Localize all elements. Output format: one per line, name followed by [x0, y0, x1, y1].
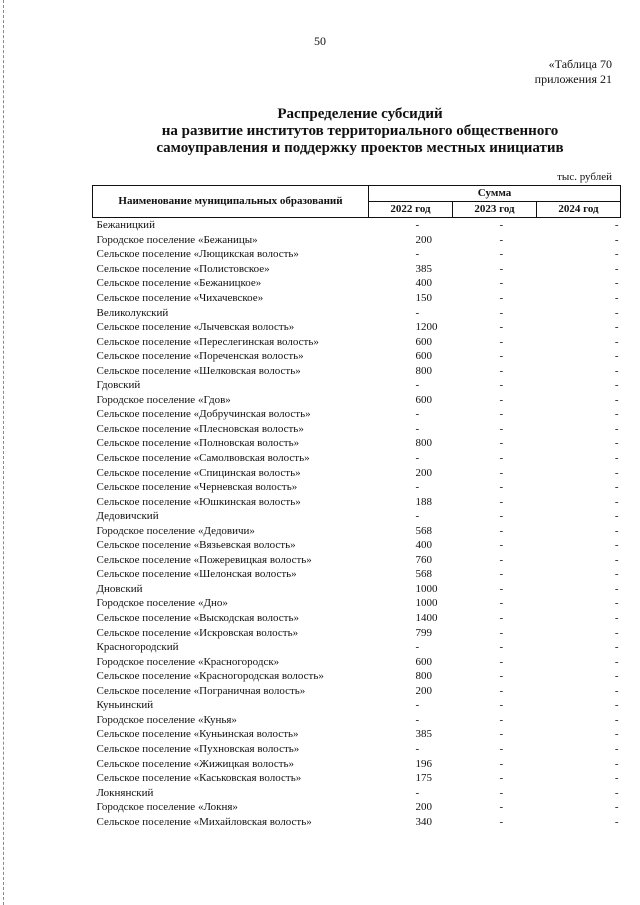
value-2022-cell: - — [415, 699, 420, 712]
value-2022-cell: 150 — [415, 292, 432, 304]
municipality-name-cell: Сельское поселение «Переслегинская волость» — [96, 335, 319, 348]
value-2022-cell: 568 — [415, 568, 432, 581]
value-2024-cell: - — [614, 306, 619, 319]
municipality-name-cell: Сельское поселение «Куньинская волость» — [96, 728, 299, 741]
header-year-2023: 2023 год — [453, 202, 537, 218]
value-2022-cell: - — [415, 742, 420, 755]
value-2022-cell: - — [415, 510, 420, 523]
value-2023-cell: - — [499, 437, 504, 450]
value-2022-cell: 200 — [415, 233, 432, 246]
value-2023-cell: - — [499, 321, 504, 334]
table-row — [93, 233, 621, 248]
value-2022-cell: 400 — [415, 539, 432, 552]
table-row — [93, 785, 621, 800]
value-2022-cell: 800 — [415, 670, 432, 683]
value-2023-cell: - — [499, 248, 504, 261]
value-2022-cell: - — [415, 481, 420, 494]
table-row — [93, 363, 621, 378]
municipality-name-cell: Сельское поселение «Пожеревицкая волость» — [96, 553, 312, 566]
municipality-name-cell: Сельское поселение «Жижицкая волость» — [96, 757, 295, 770]
title-line1: Распределение субсидий — [277, 106, 443, 122]
municipality-name-cell: Гдовский — [96, 379, 141, 392]
value-2024-cell: - — [614, 262, 619, 275]
municipality-name-cell: Сельское поселение «Шелковская волость» — [96, 364, 301, 377]
value-2022-cell: 568 — [415, 524, 432, 537]
value-2024-cell: - — [614, 481, 619, 494]
value-2022-cell: 200 — [415, 466, 432, 479]
document-title — [60, 106, 640, 157]
municipality-name-cell: Сельское поселение «Красногородская волость» — [96, 670, 324, 683]
value-2022-cell: 1400 — [415, 612, 438, 625]
value-2023-cell: - — [499, 553, 504, 566]
municipality-name-cell: Городское поселение «Кунья» — [96, 713, 237, 726]
value-2024-cell: - — [614, 364, 619, 377]
table-row — [93, 509, 621, 524]
table-row — [93, 756, 621, 771]
value-2024-cell: - — [614, 408, 619, 421]
table-row — [93, 523, 621, 538]
header-sum: Сумма — [369, 186, 621, 202]
value-2023-cell: - — [499, 772, 504, 785]
municipality-name-cell: Сельское поселение «Бежаницкое» — [96, 277, 262, 290]
value-2024-cell: - — [614, 422, 619, 435]
value-2023-cell: - — [499, 350, 504, 363]
value-2023-cell: - — [499, 466, 504, 479]
value-2024-cell: - — [614, 772, 619, 785]
value-2023-cell: - — [499, 524, 504, 537]
header-year-2022: 2022 год — [369, 202, 453, 218]
value-2023-cell: - — [499, 757, 504, 770]
value-2022-cell: 200 — [415, 684, 432, 697]
subsidy-table — [92, 185, 621, 829]
municipality-name-cell: Сельское поселение «Шелонская волость» — [96, 568, 297, 581]
value-2022-cell: - — [415, 408, 420, 421]
value-2023-cell: - — [499, 292, 504, 304]
value-2023-cell: - — [499, 670, 504, 683]
value-2023-cell: - — [499, 655, 504, 668]
municipality-name-cell: Городское поселение «Дедовичи» — [96, 524, 255, 537]
table-row — [93, 611, 621, 626]
value-2023-cell: - — [499, 612, 504, 625]
value-2022-cell: 800 — [415, 437, 432, 450]
value-2024-cell: - — [614, 292, 619, 304]
municipality-name-cell: Великолукский — [96, 306, 169, 319]
table-row — [93, 480, 621, 495]
municipality-name-cell: Бежаницкий — [96, 219, 155, 232]
value-2023-cell: - — [499, 582, 504, 595]
municipality-name-cell: Сельское поселение «Самолвовская волость» — [96, 452, 310, 465]
municipality-name-cell: Сельское поселение «Пухновская волость» — [96, 742, 300, 755]
value-2022-cell: 188 — [415, 495, 432, 508]
value-2022-cell: 400 — [415, 277, 432, 290]
value-2024-cell: - — [614, 568, 619, 581]
municipality-name-cell: Городское поселение «Красногородск» — [96, 655, 280, 668]
value-2024-cell: - — [614, 393, 619, 406]
municipality-name-cell: Городское поселение «Гдов» — [96, 393, 231, 406]
table-row — [93, 407, 621, 422]
table-row — [93, 334, 621, 349]
value-2024-cell: - — [614, 655, 619, 668]
value-2024-cell: - — [614, 452, 619, 465]
title-line2: на развитие институтов территориального общественного — [161, 123, 559, 139]
municipality-name-cell: Локнянский — [96, 786, 154, 799]
value-2022-cell: - — [415, 641, 420, 654]
table-row — [93, 320, 621, 335]
table-row — [93, 451, 621, 466]
value-2023-cell: - — [499, 219, 504, 232]
value-2024-cell: - — [614, 786, 619, 799]
header-name: Наименование муниципальных образований — [93, 186, 369, 218]
value-2024-cell: - — [614, 277, 619, 290]
value-2022-cell: 600 — [415, 393, 432, 406]
municipality-name-cell: Сельское поселение «Полновская волость» — [96, 437, 300, 450]
value-2022-cell: - — [415, 786, 420, 799]
value-2024-cell: - — [614, 524, 619, 537]
value-2023-cell: - — [499, 510, 504, 523]
value-2023-cell: - — [499, 262, 504, 275]
municipality-name-cell: Сельское поселение «Пореченская волость» — [96, 350, 304, 363]
value-2023-cell: - — [499, 408, 504, 421]
table-row — [93, 349, 621, 364]
municipality-name-cell: Дновский — [96, 582, 143, 595]
municipality-name-cell: Сельское поселение «Добручинская волость» — [96, 408, 311, 421]
value-2024-cell: - — [614, 539, 619, 552]
value-2023-cell: - — [499, 422, 504, 435]
value-2024-cell: - — [614, 612, 619, 625]
value-2022-cell: 600 — [415, 350, 432, 363]
value-2024-cell: - — [614, 553, 619, 566]
table-row — [93, 538, 621, 553]
municipality-name-cell: Городское поселение «Бежаницы» — [96, 233, 258, 246]
value-2022-cell: 800 — [415, 364, 432, 377]
table-row — [93, 465, 621, 480]
value-2022-cell: 196 — [415, 757, 432, 770]
municipality-name-cell: Городское поселение «Локня» — [96, 801, 238, 814]
table-row — [93, 553, 621, 568]
municipality-name-cell: Сельское поселение «Выскодская волость» — [96, 612, 300, 625]
table-row — [93, 378, 621, 393]
municipality-name-cell: Куньинский — [96, 699, 154, 712]
table-row — [93, 742, 621, 757]
value-2023-cell: - — [499, 641, 504, 654]
municipality-name-cell: Сельское поселение «Черневская волость» — [96, 481, 298, 494]
value-2023-cell: - — [499, 379, 504, 392]
table-row — [93, 582, 621, 597]
value-2024-cell: - — [614, 742, 619, 755]
value-2024-cell: - — [614, 699, 619, 712]
value-2024-cell: - — [614, 684, 619, 697]
value-2023-cell: - — [499, 684, 504, 697]
value-2024-cell: - — [614, 728, 619, 741]
value-2022-cell: 760 — [415, 553, 432, 566]
value-2023-cell: - — [499, 452, 504, 465]
value-2024-cell: - — [614, 641, 619, 654]
value-2024-cell: - — [614, 321, 619, 334]
value-2022-cell: 1200 — [415, 321, 438, 334]
table-row — [93, 800, 621, 815]
table-row — [93, 596, 621, 611]
table-row — [93, 727, 621, 742]
municipality-name-cell: Городское поселение «Дно» — [96, 597, 228, 610]
value-2022-cell: 175 — [415, 772, 432, 785]
header-year-2024: 2024 год — [537, 202, 621, 218]
municipality-name-cell: Сельское поселение «Спицинская волость» — [96, 466, 301, 479]
value-2022-cell: 600 — [415, 335, 432, 348]
value-2024-cell: - — [614, 815, 619, 828]
table-row — [93, 713, 621, 728]
value-2023-cell: - — [499, 481, 504, 494]
municipality-name-cell: Сельское поселение «Плесновская волость» — [96, 422, 304, 435]
value-2024-cell: - — [614, 466, 619, 479]
units-label: тыс. рублей — [557, 171, 612, 183]
scan-edge-line — [3, 0, 5, 905]
table-row — [93, 814, 621, 829]
value-2023-cell: - — [499, 699, 504, 712]
table-row — [93, 625, 621, 640]
value-2024-cell: - — [614, 626, 619, 639]
value-2024-cell: - — [614, 597, 619, 610]
value-2023-cell: - — [499, 233, 504, 246]
municipality-name-cell: Сельское поселение «Искровская волость» — [96, 626, 299, 639]
municipality-name-cell: Сельское поселение «Вязьевская волость» — [96, 539, 296, 552]
value-2024-cell: - — [614, 713, 619, 726]
value-2024-cell: - — [614, 495, 619, 508]
table-row — [93, 247, 621, 262]
value-2022-cell: - — [415, 452, 420, 465]
value-2022-cell: 385 — [415, 728, 432, 741]
value-2022-cell: - — [415, 306, 420, 319]
value-2024-cell: - — [614, 670, 619, 683]
table-row — [93, 218, 621, 233]
municipality-name-cell: Красногородский — [96, 641, 179, 654]
value-2023-cell: - — [499, 742, 504, 755]
table-row — [93, 276, 621, 291]
value-2022-cell: - — [415, 248, 420, 261]
value-2022-cell: - — [415, 422, 420, 435]
value-2023-cell: - — [499, 495, 504, 508]
value-2023-cell: - — [499, 815, 504, 828]
title-line3: самоуправления и поддержку проектов местных инициатив — [156, 140, 564, 156]
value-2024-cell: - — [614, 582, 619, 595]
municipality-name-cell: Сельское поселение «Пограничная волость» — [96, 684, 306, 697]
table-row — [93, 684, 621, 699]
table-row — [93, 422, 621, 437]
value-2023-cell: - — [499, 393, 504, 406]
value-2024-cell: - — [614, 510, 619, 523]
value-2024-cell: - — [614, 248, 619, 261]
table-row — [93, 669, 621, 684]
table-row — [93, 291, 621, 306]
table-body — [93, 218, 621, 829]
value-2023-cell: - — [499, 626, 504, 639]
value-2024-cell: - — [614, 437, 619, 450]
municipality-name-cell: Сельское поселение «Лющикская волость» — [96, 248, 299, 261]
value-2022-cell: 1000 — [415, 582, 438, 595]
table-row — [93, 654, 621, 669]
table-reference — [535, 57, 612, 87]
table-row — [93, 393, 621, 408]
value-2022-cell: 200 — [415, 801, 432, 814]
value-2022-cell: 1000 — [415, 597, 438, 610]
table-row — [93, 305, 621, 320]
value-2023-cell: - — [499, 568, 504, 581]
value-2022-cell: - — [415, 379, 420, 392]
value-2023-cell: - — [499, 713, 504, 726]
value-2022-cell: - — [415, 713, 420, 726]
value-2023-cell: - — [499, 335, 504, 348]
value-2024-cell: - — [614, 350, 619, 363]
value-2022-cell: 600 — [415, 655, 432, 668]
value-2023-cell: - — [499, 786, 504, 799]
municipality-name-cell: Сельское поселение «Лычевская волость» — [96, 321, 295, 334]
value-2023-cell: - — [499, 277, 504, 290]
value-2023-cell: - — [499, 364, 504, 377]
value-2022-cell: 799 — [415, 626, 432, 639]
value-2023-cell: - — [499, 539, 504, 552]
table-row — [93, 640, 621, 655]
table-row — [93, 436, 621, 451]
value-2024-cell: - — [614, 233, 619, 246]
value-2024-cell: - — [614, 757, 619, 770]
value-2022-cell: - — [415, 219, 420, 232]
table-row — [93, 567, 621, 582]
municipality-name-cell: Сельское поселение «Каськовская волость» — [96, 772, 302, 785]
municipality-name-cell: Дедовичский — [96, 510, 159, 523]
municipality-name-cell: Сельское поселение «Чихачевское» — [96, 292, 264, 304]
table-row — [93, 262, 621, 277]
value-2024-cell: - — [614, 379, 619, 392]
value-2022-cell: 340 — [415, 815, 432, 828]
municipality-name-cell: Сельское поселение «Полистовское» — [96, 262, 270, 275]
table-reference-line2: приложения 21 — [534, 72, 612, 86]
value-2023-cell: - — [499, 728, 504, 741]
table-row — [93, 698, 621, 713]
value-2024-cell: - — [614, 219, 619, 232]
value-2024-cell: - — [614, 801, 619, 814]
municipality-name-cell: Сельское поселение «Юшкинская волость» — [96, 495, 301, 508]
value-2022-cell: 385 — [415, 262, 432, 275]
value-2023-cell: - — [499, 306, 504, 319]
municipality-name-cell: Сельское поселение «Михайловская волость» — [96, 815, 312, 828]
value-2024-cell: - — [614, 335, 619, 348]
value-2023-cell: - — [499, 597, 504, 610]
table-row — [93, 494, 621, 509]
value-2023-cell: - — [499, 801, 504, 814]
table-reference-line1: «Таблица 70 — [548, 57, 612, 71]
table-row — [93, 771, 621, 786]
page-number: 50 — [314, 34, 326, 48]
